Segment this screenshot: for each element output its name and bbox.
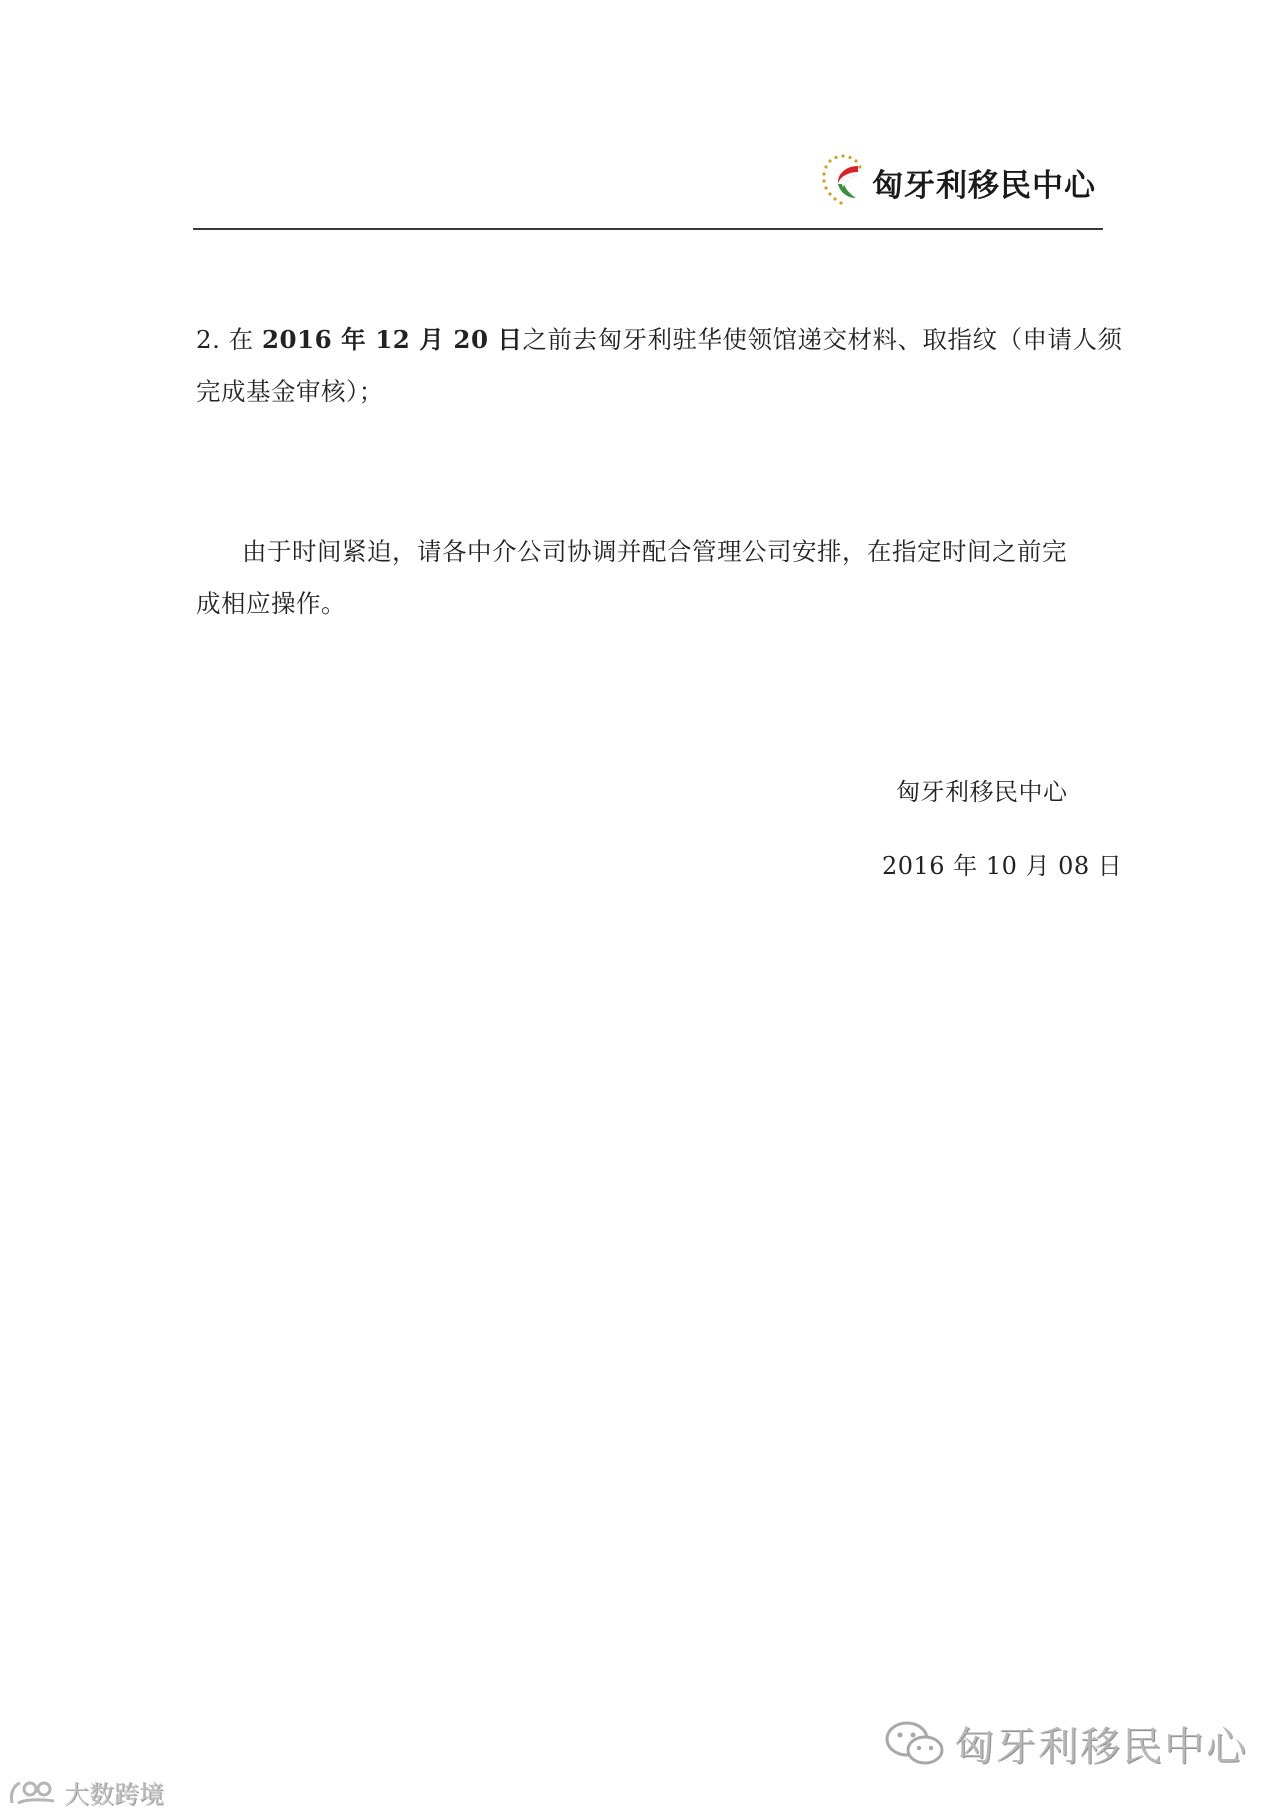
item-2-line-1 (196, 314, 1123, 366)
wechat-icon (882, 1718, 948, 1768)
platform-logo-icon (8, 1779, 60, 1807)
day-unit: 日 (488, 325, 523, 354)
deadline-year: 2016 (261, 325, 333, 354)
month-unit: 月 (410, 325, 454, 354)
header-divider (193, 228, 1103, 230)
deadline-day: 20 (453, 325, 489, 354)
item-2-paragraph (196, 314, 1123, 418)
platform-name: 大数跨境 (64, 1780, 165, 1809)
header-org-name: 匈牙利移民中心 (872, 168, 1096, 204)
year-unit: 年 (332, 325, 376, 354)
notice-paragraph (196, 526, 1106, 630)
notice-line-2: 成相应操作。 (196, 589, 346, 618)
notice-line-1: 由于时间紧迫，请各中介公司协调并配合管理公司安排，在指定时间之前完 (242, 537, 1067, 566)
item-2-prefix: 2. 在 (196, 325, 262, 354)
deadline-month: 12 (375, 325, 411, 354)
platform-watermark (8, 1778, 164, 1808)
item-2-text: 之前去匈牙利驻华使领馆递交材料、取指纹（申请人须 (522, 325, 1123, 354)
wechat-watermark (882, 1718, 1248, 1768)
signature-date: 2016 年 10 月 08 日 (882, 852, 1123, 880)
signature-org: 匈牙利移民中心 (896, 778, 1068, 806)
wechat-account-name: 匈牙利移民中心 (954, 1723, 1248, 1770)
hungary-immigration-logo-icon (820, 150, 866, 210)
item-2-line-2: 完成基金审核）； (196, 377, 384, 406)
